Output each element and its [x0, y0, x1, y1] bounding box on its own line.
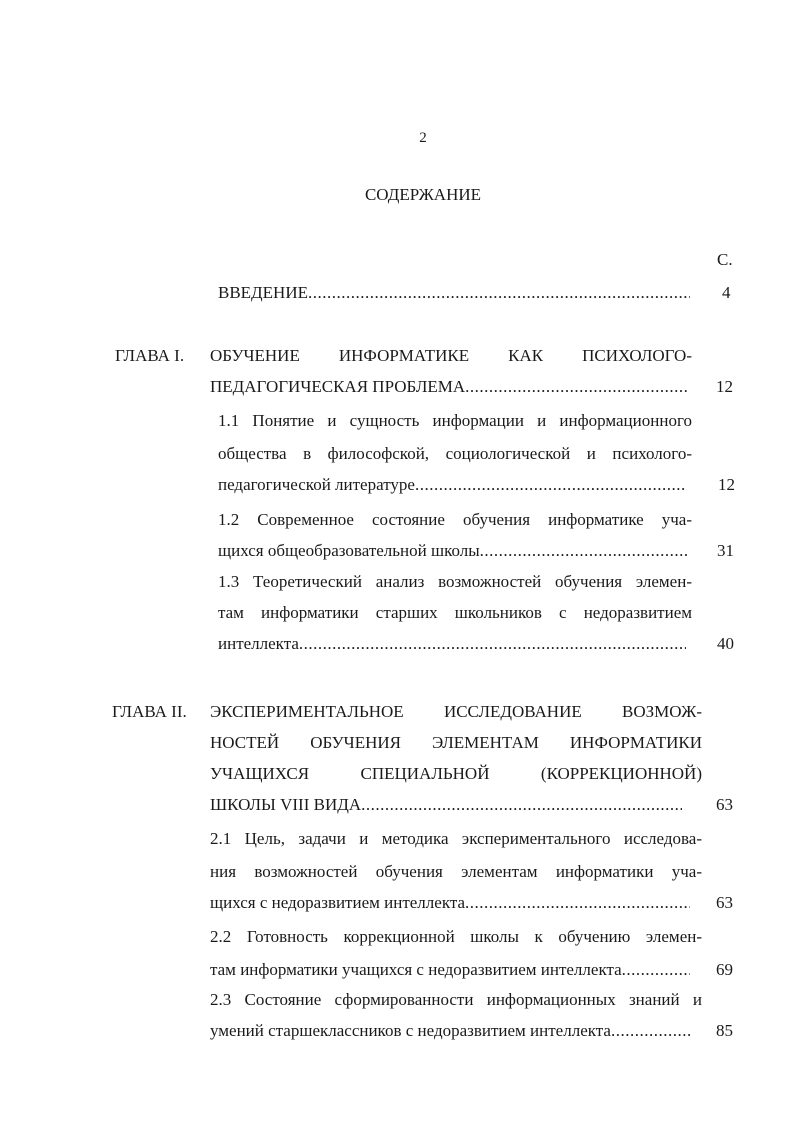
section-2-2-text: там информатики учащихся с недоразвитием интеллекта: [210, 960, 622, 979]
dot-leader: [465, 893, 690, 913]
chapter2-label: ГЛАВА II.: [112, 702, 187, 721]
dot-leader: [480, 541, 688, 561]
chapter2-title-line-4: [210, 795, 682, 815]
section-1-2-line-1: 1.2 Современное состояние обучения информатике уча-: [218, 510, 692, 529]
section-2-1-line-2: ния возможностей обучения элементам информатики уча-: [210, 862, 702, 881]
section-2-2-page: 69: [716, 960, 733, 979]
section-2-3-line-1: 2.3 Состояние сформированности информационных знаний и: [210, 990, 702, 1009]
dot-leader: [622, 960, 690, 980]
dot-leader: [308, 283, 690, 303]
chapter2-title-line-1: ЭКСПЕРИМЕНТАЛЬНОЕ ИССЛЕДОВАНИЕ ВОЗМОЖ-: [210, 702, 702, 721]
page-column-label: С.: [717, 250, 733, 269]
toc-title: СОДЕРЖАНИЕ: [364, 185, 482, 204]
chapter2-title-line-2: НОСТЕЙ ОБУЧЕНИЯ ЭЛЕМЕНТАМ ИНФОРМАТИКИ: [210, 733, 702, 752]
section-2-3-text: умений старшеклассников с недоразвитием интеллекта: [210, 1021, 611, 1040]
section-2-1-page: 63: [716, 893, 733, 912]
chapter1-title-line-2: [210, 377, 688, 397]
section-1-1-line-3: [218, 475, 686, 495]
section-2-2-line-2: [210, 960, 690, 980]
section-1-2-page: 31: [717, 541, 734, 560]
section-1-3-page: 40: [717, 634, 734, 653]
section-2-3-line-2: [210, 1021, 690, 1041]
dot-leader: [611, 1021, 690, 1041]
dot-leader: [415, 475, 686, 495]
dot-leader: [361, 795, 682, 815]
section-1-1-page: 12: [718, 475, 735, 494]
dot-leader: [465, 377, 688, 397]
introduction-text: ВВЕДЕНИЕ: [218, 283, 308, 302]
chapter2-page: 63: [716, 795, 733, 814]
section-2-1-text: щихся с недоразвитием интеллекта: [210, 893, 466, 912]
section-1-3-line-3: [218, 634, 686, 654]
chapter2-title-text: ШКОЛЫ VIII ВИДА: [210, 795, 362, 814]
section-1-3-text: интеллекта: [218, 634, 299, 653]
section-2-3-page: 85: [716, 1021, 733, 1040]
section-1-1-line-2: общества в философской, социологической и психолого-: [218, 444, 692, 463]
section-1-2-line-2: [218, 541, 688, 561]
chapter1-page: 12: [716, 377, 733, 396]
toc-entry-introduction: [218, 283, 690, 303]
section-2-1-line-3: [210, 893, 690, 913]
section-1-3-line-2: там информатики старших школьников с недоразвитием: [218, 603, 692, 622]
chapter1-title-text: ПЕДАГОГИЧЕСКАЯ ПРОБЛЕМА: [210, 377, 466, 396]
section-2-1-line-1: 2.1 Цель, задачи и методика экспериментального исследова-: [210, 829, 702, 848]
chapter1-label: ГЛАВА I.: [115, 346, 185, 365]
section-1-3-line-1: 1.3 Теоретический анализ возможностей обучения элемен-: [218, 572, 692, 591]
section-1-1-text: педагогической литературе: [218, 475, 415, 494]
introduction-page: 4: [722, 283, 731, 302]
section-1-2-text: щихся общеобразовательной школы: [218, 541, 480, 560]
chapter2-title-line-3: УЧАЩИХСЯ СПЕЦИАЛЬНОЙ (КОРРЕКЦИОННОЙ): [210, 764, 702, 783]
section-2-2-line-1: 2.2 Готовность коррекционной школы к обучению элемен-: [210, 927, 702, 946]
chapter1-title-line-1: ОБУЧЕНИЕ ИНФОРМАТИКЕ КАК ПСИХОЛОГО-: [210, 346, 692, 365]
page-number: 2: [419, 130, 427, 146]
dot-leader: [299, 634, 686, 654]
section-1-1-line-1: 1.1 Понятие и сущность информации и информационного: [218, 411, 692, 430]
